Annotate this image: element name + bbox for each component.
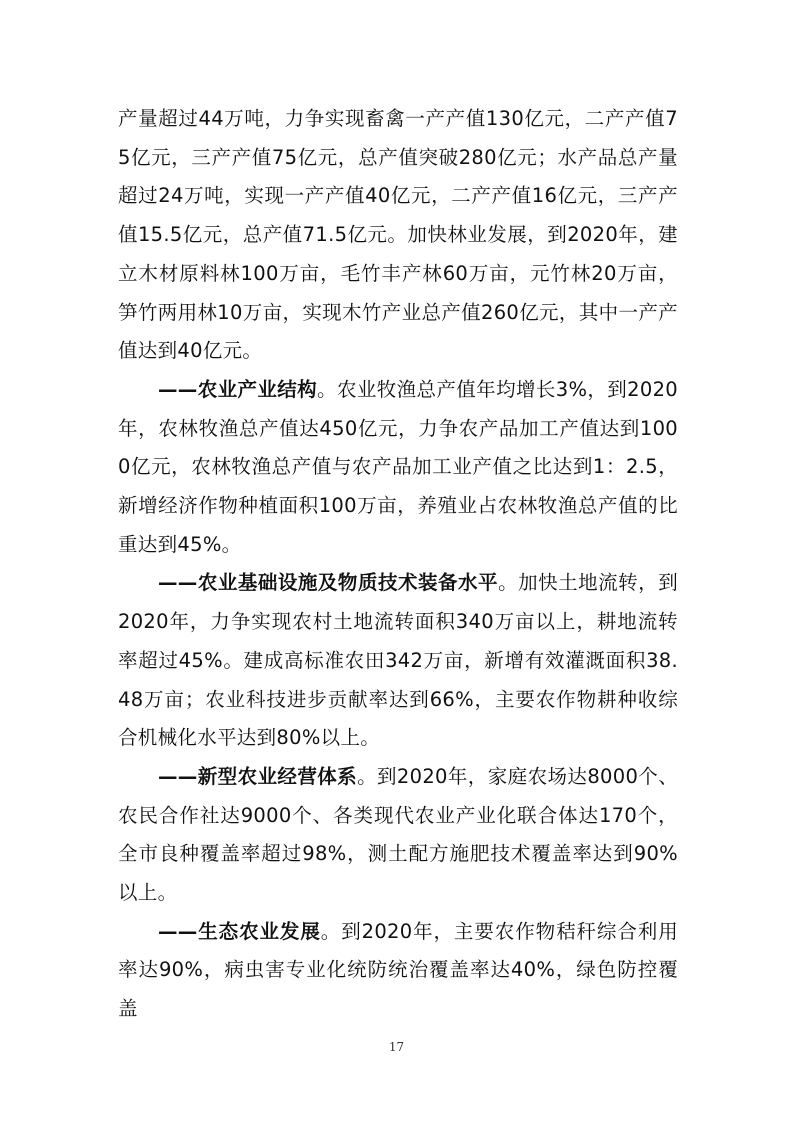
paragraph-text: 。到2020年，主要农作物秸秆综合利用率达90%，病虫害专业化统防统治覆盖率达40%，绿色防控覆盖	[118, 919, 678, 1021]
paragraph-infrastructure	[118, 564, 678, 758]
paragraph-ecological-agriculture	[118, 913, 678, 1029]
paragraph-agricultural-structure	[118, 371, 678, 565]
body-text	[118, 100, 678, 1029]
paragraph-heading: ——生态农业发展	[158, 919, 321, 943]
paragraph-text: 产量超过44万吨，力争实现畜禽一产产值130亿元，二产产值75亿元，三产产值75亿元，总产值突破280亿元；水产品总产量超过24万吨，实现一产产值40亿元，二产产值16亿元，三产产值15.5亿元，总产值71.5亿元。加快林业发展，到2020年，建立木材原料林100万亩，毛竹丰产林60万亩，元竹林20万亩，笋竹两用林10万亩，实现木竹产业总产值260亿元，其中一产产值达到40亿元。	[118, 107, 678, 363]
paragraph-heading: ——农业基础设施及物质技术装备水平	[158, 571, 499, 595]
paragraph-heading: ——新型农业经营体系	[158, 764, 358, 788]
paragraph-text: 。到2020年，家庭农场达8000个、农民合作社达9000个、各类现代农业产业化联合体达170个，全市良种覆盖率超过98%，测土配方施肥技术覆盖率达到90%以上。	[118, 764, 679, 905]
paragraph-business-system	[118, 758, 678, 913]
page-number: 17	[388, 1040, 405, 1054]
paragraph-continuation	[118, 100, 678, 371]
paragraph-text: 。加快土地流转，到2020年，力争实现农村土地流转面积340万亩以上，耕地流转率超过45%。建成高标准农田342万亩，新增有效灌溉面积38.48万亩；农业科技进步贡献率达到66%，主要农作物耕种收综合机械化水平达到80%以上。	[118, 571, 678, 750]
paragraph-heading: ——农业产业结构	[158, 377, 318, 401]
paragraph-text: 。农业牧渔总产值年均增长3%，到2020年，农林牧渔总产值达450亿元，力争农产品加工产值达到1000亿元，农林牧渔总产值与农产品加工业产值之比达到1：2.5，新增经济作物种植面积100万亩，养殖业占农林牧渔总产值的比重达到45%。	[118, 377, 678, 556]
